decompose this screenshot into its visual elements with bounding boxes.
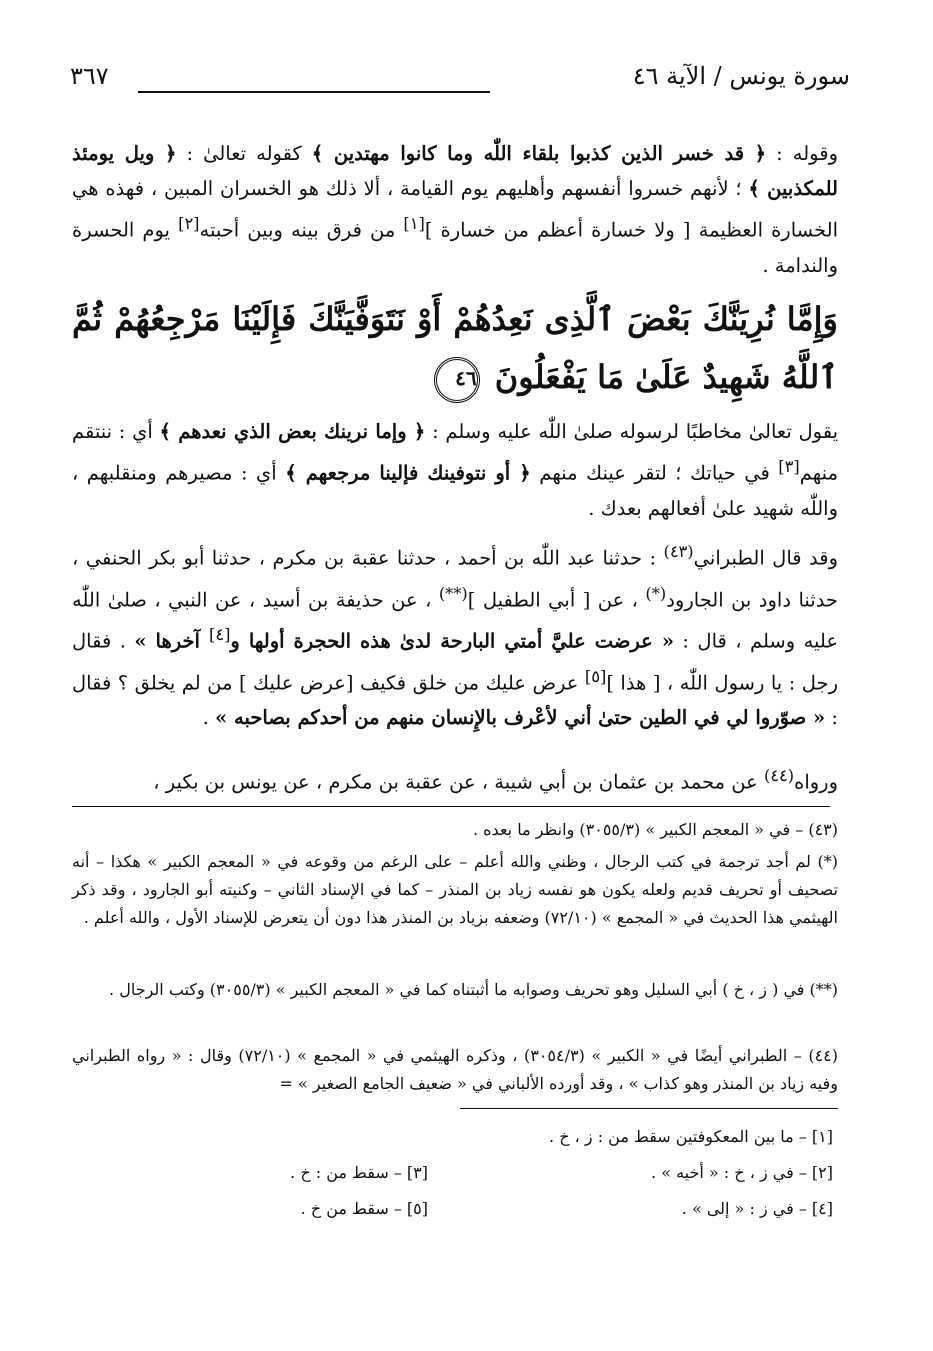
surah-title: سورة يونس / الآية ٤٦ xyxy=(632,62,850,90)
hadith-quote: « عرضت عليَّ أمتي البارحة لدىٰ هذه الحجرة أولها و xyxy=(230,629,675,653)
text: أي : ننتقم منهم xyxy=(72,420,839,485)
text: في حياتك ؛ لتقر عينك منهم xyxy=(530,461,779,485)
text: ، عن [ أبي الطفيل ] xyxy=(467,588,646,611)
quran-verse xyxy=(72,290,838,406)
ayah-number-badge: ٤٦ xyxy=(434,357,480,403)
page-number: ٣٦٧ xyxy=(70,62,109,90)
footnote-marker: (*) xyxy=(645,583,667,603)
paragraph-3 xyxy=(72,534,838,735)
text: كقوله تعالىٰ : xyxy=(176,142,312,165)
text: وقوله : xyxy=(766,142,838,165)
text: : حدثنا عبد اللّٰه بن أحمد ، حدثنا عقبة بن مكرم ، حدثنا أبو بكر الحنفي ، حدثنا داود بن الجارود xyxy=(72,546,838,611)
variant-marker: [٥] xyxy=(584,666,607,686)
text: . فقال رجل : يا رسول اللّٰه ، [ هذا ] xyxy=(72,629,838,694)
variant-note-1: [١] – ما بين المعكوفتين سقط من : ز ، خ . xyxy=(549,1127,833,1146)
variant-note-4: [٤] – في ز : « إلى » . xyxy=(681,1199,833,1218)
footnote-star: (*) لم أجد ترجمة في كتب الرجال ، وظني والله أعلم – على الرغم من وقوعه في « المعجم الكبير » هكذا – أنه تصحيف أو تحريف قديم ولعله يكون هو نفسه زياد بن المنذر – كما في الإسناد الثاني – وكنيته أبو الجارود ، وقد ذكر الهيثمي هذا الحديث في « المجمع » (٧٢/١٠) وضعفه بزياد بن المنذر هذا دون أن يتعرض للإسناد الأول ، والله أعلم . xyxy=(72,852,838,927)
quran-quote: ﴿ قد خسر الذين كذبوا بلقاء اللّٰه وما كانوا مهتدين ﴾ xyxy=(311,142,767,165)
footnote-separator xyxy=(72,806,830,807)
text: ورواه xyxy=(794,770,838,794)
text: عرض عليك من خلق فكيف [عرض عليك ] من لم يخلق ؟ فقال : xyxy=(72,671,838,729)
text: يوم الحسرة والندامة . xyxy=(72,218,838,277)
header-rule xyxy=(138,91,490,93)
footnote-double-star: (**) في ( ز ، خ ) أبي السليل وهو تحريف وصوابه ما أثبتناه كما في « المعجم الكبير » (٣٠٥٥/٣) وكتب الرجال . xyxy=(109,980,838,999)
text: وقد قال الطبراني xyxy=(693,546,838,570)
text: ، عن حذيفة بن أسيد ، عن النبي ، صلىٰ اللّٰه عليه وسلم ، قال : xyxy=(72,588,839,653)
hadith-quote: آخرها » xyxy=(134,629,209,653)
text: من فرق بينه وبين أحبته xyxy=(199,218,404,242)
text: يقول تعالىٰ مخاطبًا لرسوله صلىٰ اللّٰه عليه وسلم : xyxy=(425,420,839,443)
text: . xyxy=(202,706,216,729)
quran-quote: ﴿ ويل يومئذ للمكذبين ﴾ xyxy=(72,142,838,200)
text: ؛ لأنهم خسروا أنفسهم وأهليهم يوم القيامة ، ألا ذلك هو الخسران المبين ، فهذه هي الخسارة العظيمة [ ولا خسارة أعظم من خسارة ] xyxy=(72,177,838,242)
variant-marker: [١] xyxy=(403,214,425,233)
variant-note-5: [٥] – سقط من خ . xyxy=(300,1199,428,1218)
paragraph-1 xyxy=(72,136,838,283)
variant-marker: [٢] xyxy=(178,214,200,233)
page-header xyxy=(70,62,850,102)
footnote-44: (٤٤) – الطبراني أيضًا في « الكبير » (٣٠٥٤/٣) ، وذكره الهيثمي في « المجمع » (٧٢/١٠) وقال : « رواه الطبراني وفيه زياد بن المنذر وهو كذاب » ، وقد أورده الألباني في « ضعيف الجامع الصغير » = xyxy=(72,1046,839,1093)
text: عن محمد بن عثمان بن أبي شيبة ، عن عقبة بن مكرم ، عن يونس بن بكير ، xyxy=(153,770,764,794)
paragraph-4 xyxy=(72,758,838,800)
footnote-marker: (**) xyxy=(438,583,468,603)
footnote-43: (٤٣) – في « المعجم الكبير » (٣٠٥٥/٣) وانظر ما بعده . xyxy=(472,820,838,839)
paragraph-2 xyxy=(72,414,838,526)
variant-marker: [٤] xyxy=(208,625,231,644)
text: أي : مصيرهم ومنقلبهم ، واللّٰه شهيد علىٰ أفعالهم بعدك . xyxy=(72,461,838,520)
variant-marker: [٣] xyxy=(778,457,800,476)
variant-note-2: [٢] – في ز ، خ : « أخيه » . xyxy=(651,1163,833,1182)
footnote-marker: (٤٣) xyxy=(663,542,694,561)
verse-text: وَإِمَّا نُرِيَنَّكَ بَعْضَ ٱلَّذِى نَعِدُهُمْ أَوْ نَتَوَفَّيَنَّكَ فَإِلَيْنَا مَرْجِعُهُمْ ثُمَّ ٱللَّهُ شَهِيدٌ عَلَىٰ مَا يَفْعَلُونَ xyxy=(72,300,838,396)
quran-quote: ﴿ أو نتوفينك فإلينا مرجعهم ﴾ xyxy=(285,461,531,485)
footnote-marker: (٤٤) xyxy=(763,766,795,785)
hadith-quote: « صوّروا لي في الطين حتىٰ أني لأعْرف بالإِنسان منهم من أحدكم بصاحبه » xyxy=(215,706,826,729)
quran-quote: ﴿ وإما نرينك بعض الذي نعدهم ﴾ xyxy=(159,420,426,443)
variant-note-3: [٣] – سقط من : خ . xyxy=(290,1163,428,1182)
variants-separator xyxy=(460,1108,838,1109)
